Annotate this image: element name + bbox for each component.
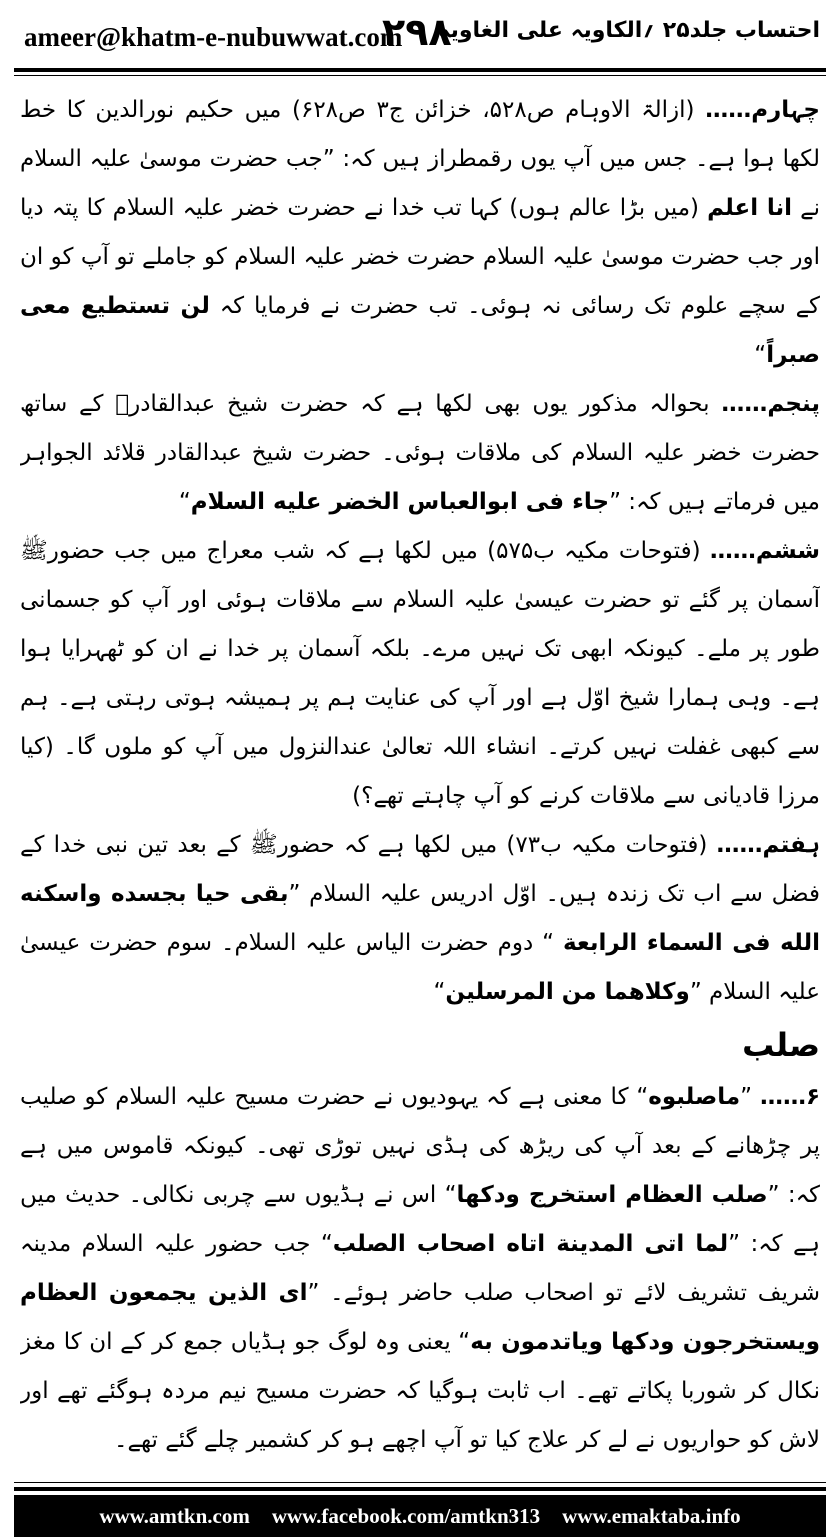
paragraph-text: (فتوحات مکیہ ب۷۳) میں لکھا ہے کہ حضورﷺ کے بعد تین نبی خدا کے فضل سے اب تک زندہ ہیں۔ اوّل ادریس علیہ السلام ” bbox=[20, 832, 820, 907]
paragraph-text: (ازالۃ الاوہام ص۵۲۸، خزائن ج۳ ص۶۲۸) میں حکیم نورالدین کا خط لکھا ہوا ہے۔ جس میں آپ یوں رقمطراز ہیں کہ: ”جب حضرت موسیٰ علیہ السلام نے bbox=[20, 97, 820, 221]
paragraph-text: “ یعنی وہ لوگ جو ہڈیاں جمع کر کے ان کا مغز نکال کر شوربا پکاتے تھے۔ اب ثابت ہوگیا کہ حضرت مسیح نیم مردہ ہوگئے تھے اور لاش کو حواریوں نے لے کر علاج کیا تو آپ اچھے ہو کر کشمیر چلے گئے تھے۔ bbox=[20, 1329, 820, 1453]
arabic-quote: صلب العظام استخرج ودكها bbox=[456, 1182, 768, 1208]
paragraph-sixth bbox=[20, 527, 820, 821]
closing-quote: “ bbox=[754, 342, 767, 368]
paragraph-text: “ اس نے ہڈیوں سے چربی نکالی۔ حدیث میں ہے کہ: ” bbox=[20, 1182, 820, 1257]
footer-link-amtkn[interactable]: www.amtkn.com bbox=[99, 1503, 250, 1528]
paragraph-text: “ جب حضور علیہ السلام مدینہ شریف تشریف لائے تو اصحاب صلب حاضر ہوئے۔ ” bbox=[20, 1231, 820, 1306]
paragraph-text: (میں بڑا عالم ہوں) کہا تب خدا نے حضرت خضر علیہ السلام کا پتہ دیا اور جب حضرت موسیٰ علیہ السلام حضرت خضر علیہ السلام کو جاملے تو آپ کو ان کے سچے علوم تک رسائی نہ ہوئی۔ تب حضرت نے فرمایا کہ bbox=[20, 195, 820, 319]
header-rule-thin bbox=[14, 75, 826, 76]
paragraph-text: بحوالہ مذکور یوں بھی لکھا ہے کہ حضرت شیخ عبدالقادرؒ کے ساتھ حضرت خضر علیہ السلام کی ملاقات ہوئی۔ حضرت شیخ عبدالقادر قلائد الجواہر میں فرماتے ہیں کہ: ” bbox=[20, 391, 820, 515]
paragraph-label: پنجم…… bbox=[721, 391, 820, 417]
paragraph-label: ششم…… bbox=[709, 538, 820, 564]
header-email: ameer@khatm-e-nubuwwat.com bbox=[24, 22, 403, 52]
paragraph-fourth bbox=[20, 86, 820, 380]
book-title: احتساب جلد۲۵ ؍الکاویہ علی الغاویہ bbox=[437, 18, 820, 43]
arabic-quote: انا اعلم bbox=[707, 195, 793, 221]
page-body bbox=[20, 86, 820, 1470]
page-number: ۲۹۸ bbox=[382, 10, 452, 54]
footer-rule-thick bbox=[14, 1487, 826, 1491]
arabic-quote: ماصلبوه bbox=[648, 1084, 741, 1110]
paragraph-fifth bbox=[20, 380, 820, 527]
footer-rule-thin bbox=[14, 1482, 826, 1483]
paragraph-label: ہفتم…… bbox=[716, 832, 820, 858]
closing-quote: “ bbox=[178, 489, 191, 515]
header-rule-thick bbox=[14, 68, 826, 72]
paragraph-text: (فتوحات مکیہ ب۵۷۵) میں لکھا ہے کہ شب معراج میں جب حضورﷺ آسمان پر گئے تو حضرت عیسیٰ علیہ السلام سے ملاقات ہوئی اور آپ کو جسمانی طور پر ملے۔ کیونکہ ابھی تک نہیں مرے۔ بلکہ آسمان پر خدا نے ان کو ٹھہرایا ہوا ہے۔ وہی ہمارا شیخ اوّل ہے اور آپ کی عنایت ہم پر ہمیشہ ہوتی رہتی ہے۔ ہم سے کبھی غفلت نہیں کرتے۔ انشاء اللہ تعالیٰ عندالنزول میں آپ کو ملوں گا۔ (کیا مرزا قادیانی سے ملاقات کرنے کو آپ چاہتے تھے؟) bbox=[20, 538, 820, 809]
section-heading: صلب bbox=[742, 1026, 820, 1064]
paragraph-text: “ کا معنی ہے کہ یہودیوں نے حضرت مسیح علیہ السلام کو صلیب پر چڑھانے کے بعد آپ کی ریڑھ کی ہڈی نہیں توڑی تھی۔ کیونکہ قاموس میں ہے کہ: ” bbox=[20, 1084, 820, 1208]
closing-quote: “ bbox=[433, 979, 446, 1005]
page-footer bbox=[14, 1482, 826, 1540]
arabic-quote: جاء فی ابوالعباس الخضر علیه السلام bbox=[190, 489, 610, 515]
paragraph-numbered-6 bbox=[20, 1073, 820, 1465]
arabic-quote: وكلاهما من المرسلین bbox=[445, 979, 690, 1005]
arabic-quote: ای الذین یجمعون العظام ویستخرجون ودكها ویاتدمون به bbox=[20, 1280, 820, 1355]
paragraph-text: “ دوم حضرت الیاس علیہ السلام۔ سوم حضرت عیسیٰ علیہ السلام ” bbox=[20, 930, 820, 1005]
arabic-quote: لن تستطیع معی صبراً bbox=[20, 293, 820, 368]
page-header bbox=[0, 0, 840, 80]
footer-link-emaktaba[interactable]: www.emaktaba.info bbox=[562, 1503, 741, 1528]
arabic-quote: لما اتی المدینة اتاه اصحاب الصلب bbox=[332, 1231, 729, 1257]
paragraph-label: ۶…… bbox=[759, 1084, 820, 1110]
paragraph-label: چہارم…… bbox=[705, 97, 820, 123]
paragraph-text: ” bbox=[740, 1084, 760, 1110]
footer-link-bar bbox=[14, 1495, 826, 1537]
footer-link-facebook[interactable]: www.facebook.com/amtkn313 bbox=[271, 1503, 541, 1528]
paragraph-seventh bbox=[20, 821, 820, 1017]
arabic-quote: بقی حیا بجسده واسكنه الله فی السماء الرابعة bbox=[20, 881, 820, 956]
